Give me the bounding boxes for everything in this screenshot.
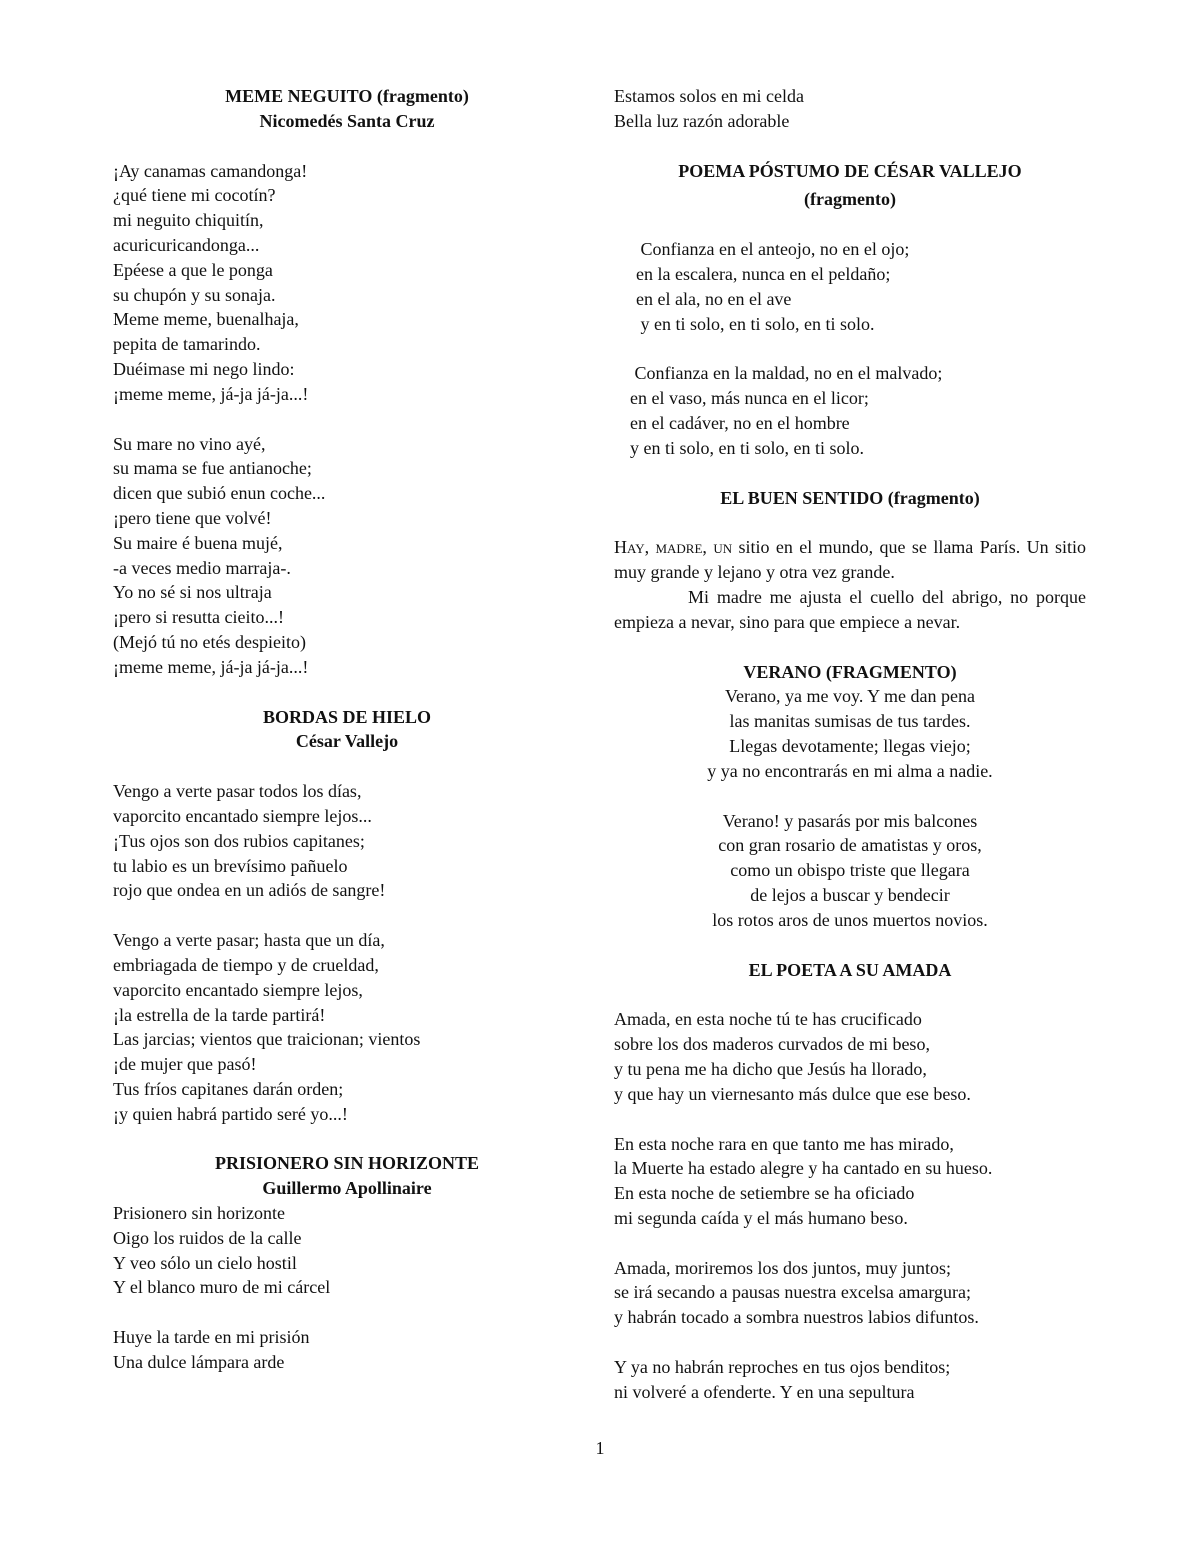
poem-line: ¡meme meme, já-ja já-ja...! [113,383,309,404]
prose-paragraph [614,585,1086,635]
right-column [614,84,1086,1405]
poem-line: -a veces medio marraja-. [113,557,291,578]
poem-title: POEMA PÓSTUMO DE CÉSAR VALLEJO [678,160,1022,181]
poem-title: MEME NEGUITO (fragmento) [225,86,469,106]
poem-line: Verano, ya me voy. Y me dan pena [725,686,975,707]
poem-line: pepita de tamarindo. [113,334,261,355]
poem-line: su mama se fue antianoche; [113,458,312,479]
poem-stanza [614,1132,1086,1231]
poem-line: Una dulce lámpara arde [113,1352,285,1373]
poem-line: embriagada de tiempo y de crueldad, [113,954,379,975]
small-caps-opening: Hay, madre, un [614,537,733,558]
poem-line: Amada, moriremos los dos juntos, muy juntos; [614,1257,951,1278]
poem-stanza [614,1007,1086,1106]
poem-line: Y ya no habrán reproches en tus ojos benditos; [614,1357,951,1378]
poem-line: mi neguito chiquitín, [113,210,264,231]
poem-line: Bella luz razón adorable [614,110,790,131]
prose-text: sitio en el mundo, que se llama París. Un sitio muy grande y lejano y otra vez grande. [614,537,1086,583]
poem-line: ¡meme meme, já-ja já-ja...! [113,656,309,677]
poem-stanza [113,159,581,407]
poem-line: En esta noche rara en que tanto me has mirado, [614,1133,954,1154]
poem-line: Y el blanco muro de mi cárcel [113,1277,331,1298]
poem-line: vaporcito encantado siempre lejos, [113,979,363,1000]
poem-line: Su maire é buena mujé, [113,532,283,553]
poem-line: como un obispo triste que llegara [730,860,970,881]
poem-line: Epéese a que le ponga [113,259,273,280]
left-column [113,84,581,1375]
poem-line: de lejos a buscar y bendecir [750,884,950,905]
poem-line: Verano! y pasarás por mis balcones [722,810,978,831]
poem-stanza [113,1325,581,1375]
poem-stanza [614,809,1086,933]
poem-author: Nicomedés Santa Cruz [259,110,435,131]
poem-line: Meme meme, buenalhaja, [113,309,299,330]
poem-line: Las jarcias; vientos que traicionan; vientos [113,1029,421,1050]
poem-stanza [614,361,1086,460]
poem-line: sobre los dos maderos curvados de mi beso, [614,1034,930,1055]
poem-line: y ya no encontrarás en mi alma a nadie. [707,760,993,781]
poem-line: mi segunda caída y el más humano beso. [614,1207,908,1228]
poem-line: ¡Ay canamas camandonga! [113,160,308,181]
poem-line: ¡de mujer que pasó! [113,1054,257,1075]
poem-line: Confianza en el anteojo, no en el ojo; [636,239,910,260]
poem-line: Yo no sé si nos ultraja [113,582,272,603]
poem-line: su chupón y su sonaja. [113,284,276,305]
poem-line: y tu pena me ha dicho que Jesús ha llorado, [614,1058,927,1079]
poem-line: Y veo sólo un cielo hostil [113,1252,297,1273]
poem-line: en el ala, no en el ave [636,288,792,309]
poem-stanza [614,1256,1086,1330]
prose-text: Mi madre me ajusta el cuello del abrigo, no porque empieza a nevar, sino para que empiece a nevar. [614,586,1086,632]
poem-line: Oigo los ruidos de la calle [113,1227,302,1248]
poem-line: ¡Tus ojos son dos rubios capitanes; [113,830,365,851]
poem-line: Su mare no vino ayé, [113,433,266,454]
poem-line: Vengo a verte pasar; hasta que un día, [113,930,385,951]
poem-line: y habrán tocado a sombra nuestros labios difuntos. [614,1307,979,1328]
poem-line: ¿qué tiene mi cocotín? [113,185,276,206]
poem-line: y en ti solo, en ti solo, en ti solo. [636,313,875,334]
poem-line: vaporcito encantado siempre lejos... [113,805,372,826]
poem-line: con gran rosario de amatistas y oros, [718,835,982,856]
poem-line: ¡pero si resutta cieito...! [113,607,284,628]
poem-line: Llegas devotamente; llegas viejo; [729,735,971,756]
poem-line: ¡la estrella de la tarde partirá! [113,1004,326,1025]
poem-line: rojo que ondea en un adiós de sangre! [113,880,386,901]
poem-line: los rotos aros de unos muertos novios. [712,909,988,930]
page-number: 1 [595,1438,605,1458]
poem-stanza [614,237,1086,336]
prose-paragraph [614,535,1086,585]
poem-stanza [614,684,1086,783]
poem-stanza [113,1201,581,1300]
poem-line: en la escalera, nunca en el peldaño; [636,263,891,284]
poem-line: las manitas sumisas de tus tardes. [729,711,971,732]
poem-line: y en ti solo, en ti solo, en ti solo. [630,437,864,458]
poem-title-subline: (fragmento) [804,189,896,210]
poem-line: En esta noche de setiembre se ha oficiado [614,1183,915,1204]
poem-title: BORDAS DE HIELO [262,706,432,727]
poem-title: PRISIONERO SIN HORIZONTE [214,1153,480,1174]
poem-author: Guillermo Apollinaire [262,1178,432,1199]
poem-stanza [113,779,581,903]
poem-line: en el vaso, más nunca en el licor; [630,388,869,409]
poem-line: Vengo a verte pasar todos los días, [113,781,362,802]
poem-line: y que hay un viernesanto más dulce que ese beso. [614,1083,971,1104]
poem-line: Confianza en la maldad, no en el malvado; [630,363,943,384]
poem-line: ¡y quien habrá partido seré yo...! [113,1103,348,1124]
poem-line: Prisionero sin horizonte [113,1203,285,1224]
poem-stanza [614,84,1086,134]
poem-stanza [113,432,581,680]
poem-stanza [113,928,581,1126]
poem-title: EL BUEN SENTIDO (fragmento) [720,487,980,508]
poem-line: se irá secando a pausas nuestra excelsa amargura; [614,1282,972,1303]
poem-line: Amada, en esta noche tú te has crucificado [614,1009,922,1030]
poem-line: ni volveré a ofenderte. Y en una sepultura [614,1381,915,1402]
poem-line: dicen que subió enun coche... [113,483,326,504]
poem-author: César Vallejo [295,731,399,752]
poem-line: acuricuricandonga... [113,234,260,255]
poem-title: VERANO (FRAGMENTO) [743,661,957,682]
poem-line: Duéimase mi nego lindo: [113,358,295,379]
poem-line: la Muerte ha estado alegre y ha cantado en su hueso. [614,1158,993,1179]
poem-line: (Mejó tú no etés despieito) [113,631,306,652]
poem-line: Estamos solos en mi celda [614,86,804,106]
poem-line: Tus fríos capitanes darán orden; [113,1078,344,1099]
poem-title: EL POETA A SU AMADA [748,959,952,980]
poem-line: ¡pero tiene que volvé! [113,507,272,528]
poem-line: Huye la tarde en mi prisión [113,1327,310,1348]
poem-line: tu labio es un brevísimo pañuelo [113,855,348,876]
poem-stanza [614,1355,1086,1405]
poem-line: en el cadáver, no en el hombre [630,412,850,433]
